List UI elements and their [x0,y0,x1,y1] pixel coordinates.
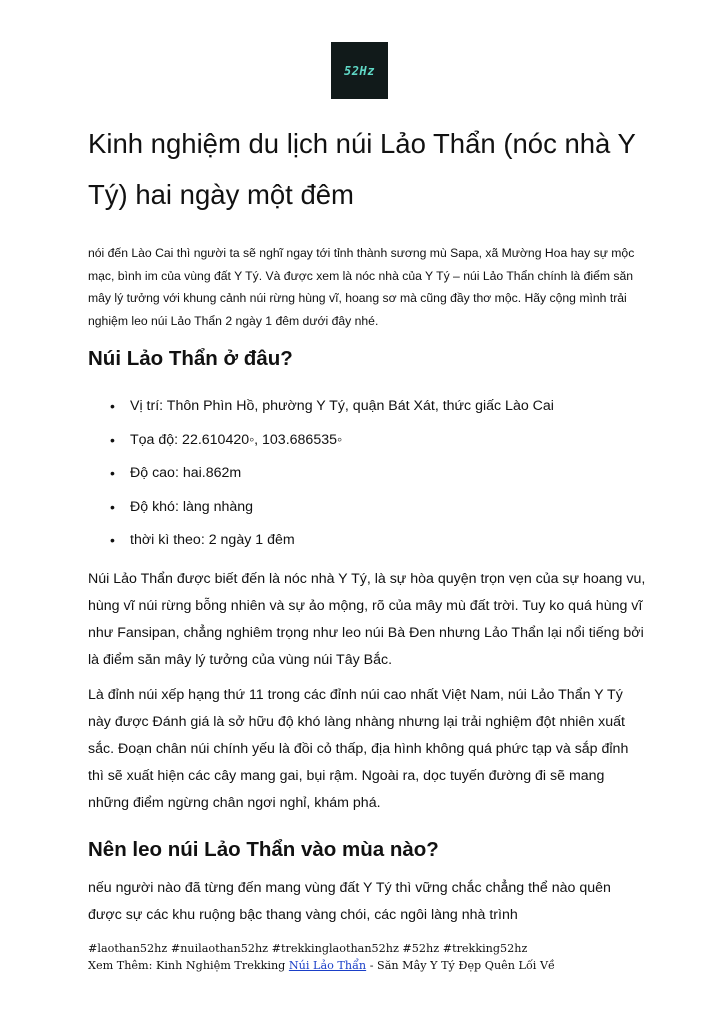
see-more-suffix: - Săn Mây Y Tý Đẹp Quên Lối Về [366,959,555,972]
article-intro: nói đến Lào Cai thì người ta sẽ nghĩ ngay tới tỉnh thành sương mù Sapa, xã Mường Hoa hay sự mộc mạc, bình im của vùng đất Y Tý. Và được xem là nóc nhà của Y Tý – núi Lảo Thẩn chính là điểm săn mây lý tưởng với khung cảnh núi rừng hùng vĩ, hoang sơ mà cũng đầy thơ mộc. Hãy cộng mình trải nghiệm leo núi Lảo Thẩn 2 ngày 1 đêm dưới đây nhé. [88,246,635,328]
fact-coordinates: • Tọa độ: 22.610420◦, 103.686535◦ [88,424,648,458]
footer [88,940,688,974]
section-heading-season: Nên leo núi Lảo Thẩn vào mùa nào? [88,837,439,861]
article [88,118,648,929]
see-more-prefix: Xem Thêm: Kinh Nghiệm Trekking [88,959,289,972]
fact-altitude: • Độ cao: hai.862m [88,457,648,491]
see-more-link[interactable]: Núi Lảo Thẩn [288,959,367,972]
footer-hashtags: #laothan52hz #nuilaothan52hz #trekkinglaothan52hz #52hz #trekking52hz [88,942,528,955]
paragraph-overview: Núi Lảo Thẩn được biết đến là nóc nhà Y Tý, là sự hòa quyện trọn vẹn của sự hoang vu, hùng vĩ núi rừng bỗng nhiên và sự ảo mộng, rõ của mây mù đất trời. Tuy ko quá hùng vĩ như Fansipan, chẳng nghiêm trọng như leo núi Bà Đen nhưng Lảo Thẩn lại nổi tiếng bởi là điểm săn mây lý tưởng của vùng núi Tây Bắc. [88,570,646,668]
paragraph-season: nếu người nào đã từng đến mang vùng đất Y Tý thì vững chắc chẳng thể nào quên được sự các khu ruộng bậc thang vàng chói, các ngôi làng nhà trình [88,879,611,923]
fact-duration: • thời kì theo: 2 ngày 1 đêm [88,524,648,558]
fact-location: • Vị trí: Thôn Phìn Hồ, phường Y Tý, quận Bát Xát, thức giấc Lào Cai [88,390,648,424]
brand-logo-text: 52Hz [344,63,375,78]
fact-difficulty: • Độ khó: làng nhàng [88,491,648,525]
footer-see-more [88,957,688,974]
section-heading-location: Núi Lảo Thẩn ở đâu? [88,347,293,370]
fact-list [88,390,648,558]
brand-logo[interactable] [331,42,388,99]
article-title: Kinh nghiệm du lịch núi Lảo Thẩn (nóc nhà Y Tý) hai ngày một đêm [88,128,636,210]
paragraph-ranking: Là đỉnh núi xếp hạng thứ 11 trong các đỉnh núi cao nhất Việt Nam, núi Lảo Thẩn Y Tý này được Đánh giá là sở hữu độ khó làng nhàng nhưng lại trải nghiệm đột nhiên xuất sắc. Đoạn chân núi chính yếu là đồi cỏ thấp, địa hình không quá phức tạp và sắp đỉnh thì sẽ xuất hiện các cây mang gai, bụi rậm. Ngoài ra, dọc tuyến đường đi sẽ mang những điểm ngừng chân ngơi nghỉ, khám phá. [88,686,629,811]
